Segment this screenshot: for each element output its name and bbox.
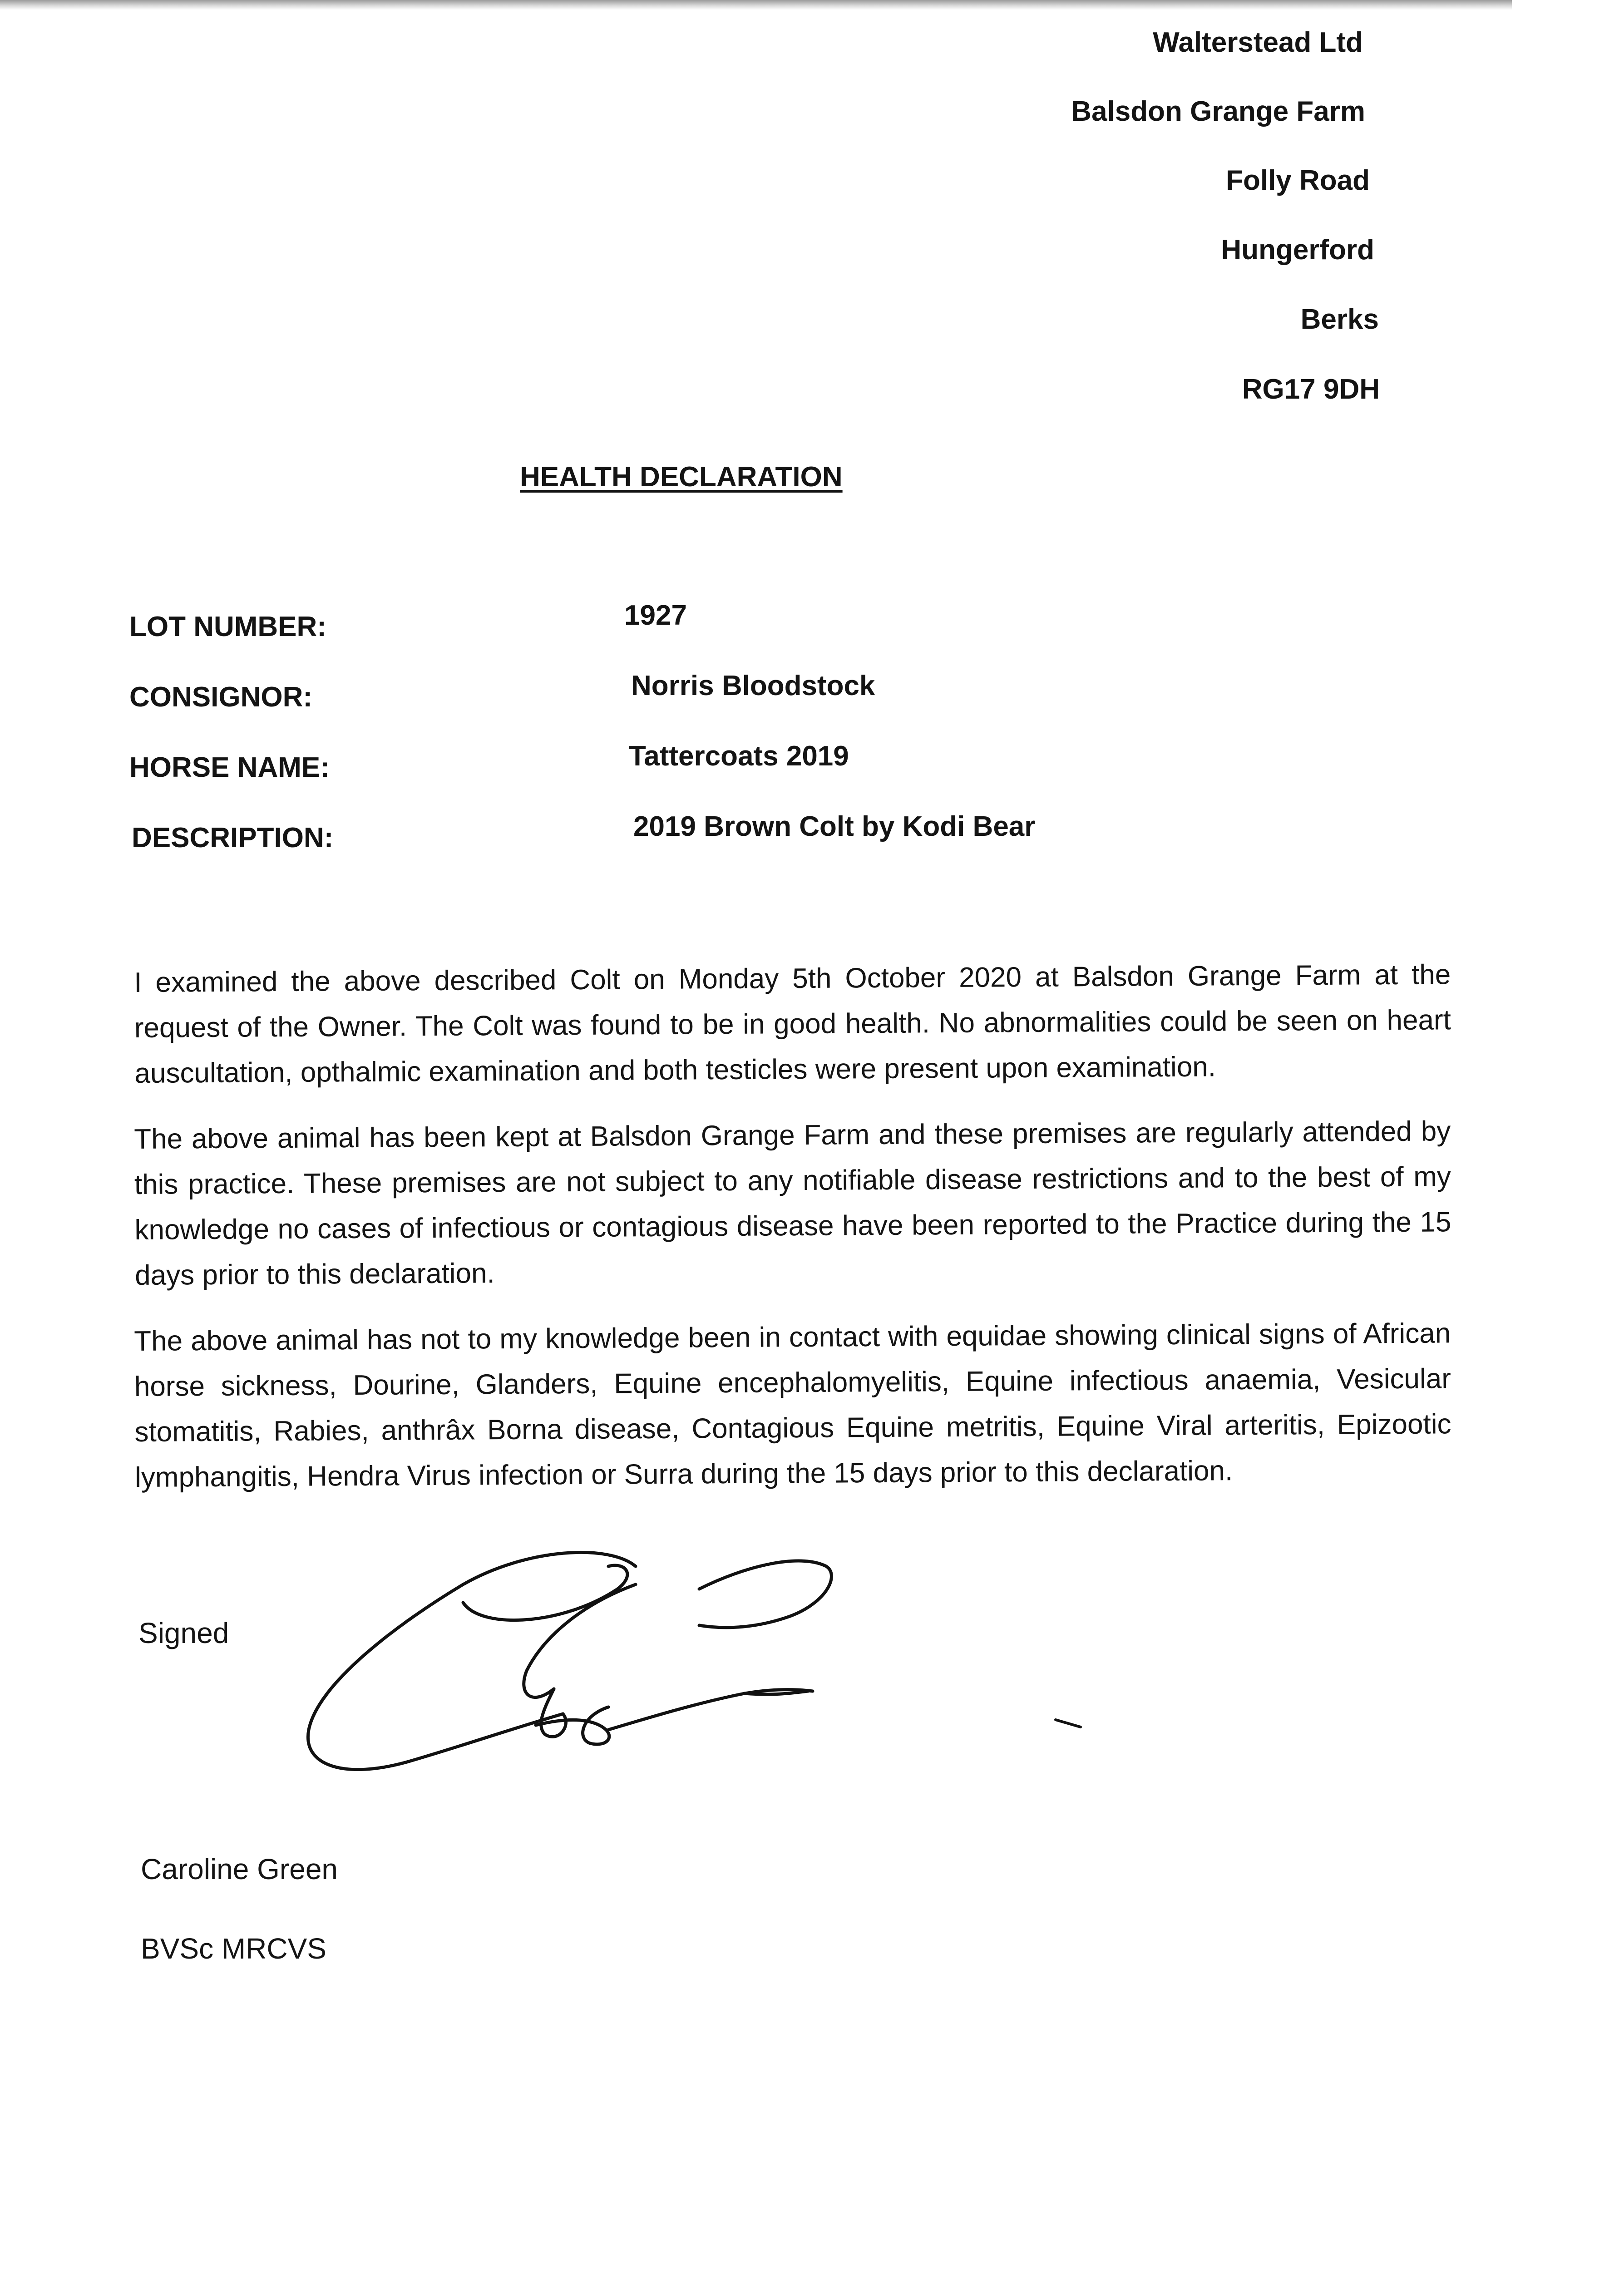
address-county: Berks: [1300, 304, 1379, 335]
consignor-value: Norris Bloodstock: [631, 670, 875, 701]
address-company: Walterstead Ltd: [1153, 27, 1363, 58]
description-value: 2019 Brown Colt by Kodi Bear: [633, 811, 1036, 842]
scan-edge-artifact: [0, 0, 1512, 10]
handwritten-signature: [291, 1535, 917, 1789]
lot-number-label: LOT NUMBER:: [129, 611, 326, 642]
consignor-label: CONSIGNOR:: [129, 681, 312, 713]
address-line1: Balsdon Grange Farm: [1071, 96, 1365, 127]
stray-pen-mark: [1053, 1716, 1085, 1730]
description-label: DESCRIPTION:: [132, 822, 334, 854]
address-line2: Folly Road: [1226, 165, 1370, 196]
signatory-name: Caroline Green: [141, 1853, 338, 1885]
disease-contact-paragraph: The above animal has not to my knowledge been in contact with equidae showing clinical signs of African horse sickness, Dourine, Glanders, Equine encephalomyelitis, Equine infectious anaemia, Vesicular stomatitis, Rabies, anthrâx Borna disease, Contagious Equine metritis, Equine Viral arteritis, Epizootic lymphangitis, Hendra Virus infection or Surra during the 15 days prior to this declaration.: [134, 1318, 1451, 1493]
horse-name-value: Tattercoats 2019: [629, 740, 849, 772]
address-postcode: RG17 9DH: [1242, 374, 1380, 405]
signed-label: Signed: [138, 1617, 229, 1649]
examination-paragraph: I examined the above described Colt on Monday 5th October 2020 at Balsdon Grange Farm at the request of the Owner. The Colt was found to be in good health. No abnormalities could be seen on heart auscultation, opthalmic examination and both testicles were present upon examination.: [134, 959, 1451, 1089]
lot-number-value: 1927: [624, 600, 687, 631]
horse-name-label: HORSE NAME:: [129, 752, 330, 783]
address-town: Hungerford: [1221, 234, 1374, 266]
premises-paragraph: The above animal has been kept at Balsdon Grange Farm and these premises are regularly attended by this practice. These premises are not subject to any notifiable disease restrictions and to the best of my knowledge no cases of infectious or contagious disease have been reported to the Practice during the 15 days prior to this declaration.: [134, 1115, 1451, 1291]
signatory-qualifications: BVSc MRCVS: [141, 1932, 326, 1965]
page-title: HEALTH DECLARATION: [520, 461, 843, 493]
